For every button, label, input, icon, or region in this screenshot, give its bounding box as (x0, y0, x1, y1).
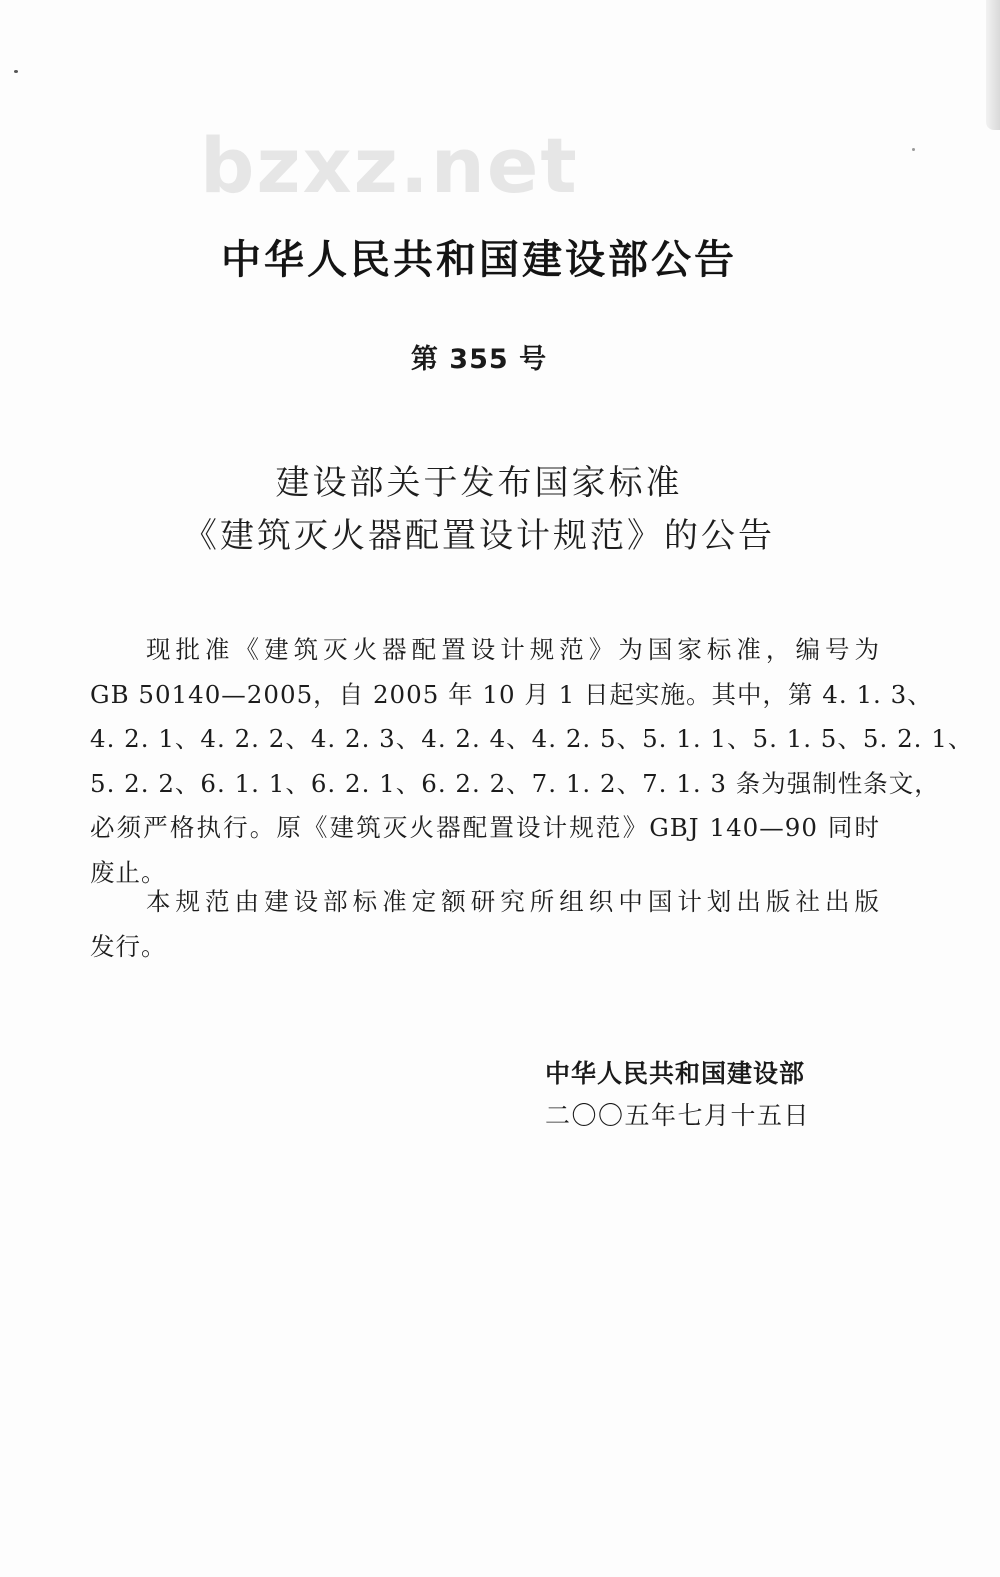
paragraph-line: 4. 2. 1、4. 2. 2、4. 2. 3、4. 2. 4、4. 2. 5、5. 1. 1、5. 1. 5、5. 2. 1、 (90, 724, 974, 753)
paragraph-line: 现批准《建筑灭火器配置设计规范》为国家标准，编号为 (146, 635, 880, 664)
announcement-paragraph (90, 628, 974, 895)
subtitle-line-1: 建设部关于发布国家标准 (275, 463, 683, 503)
signature-block (545, 1053, 810, 1137)
page-edge-shadow (986, 0, 1000, 130)
paragraph-line: 发行。 (90, 931, 167, 961)
paragraph-line: GB 50140—2005，自 2005 年 10 月 1 日起实施。其中，第 4. 1. 3、 (90, 679, 933, 709)
page-title: 中华人民共和国建设部公告 (221, 237, 737, 283)
scan-speck (14, 70, 18, 73)
publication-paragraph (90, 880, 880, 969)
issue-date: 二〇〇五年七月十五日 (545, 1101, 811, 1130)
paragraph-line: 本规范由建设部标准定额研究所组织中国计划出版社出版 (146, 887, 880, 916)
paragraph-line: 必须严格执行。原《建筑灭火器配置设计规范》GBJ 140—90 同时 (90, 813, 880, 842)
notice-number: 第 355 号 (410, 344, 548, 375)
scan-speck (912, 148, 915, 151)
paragraph-line: 5. 2. 2、6. 1. 1、6. 2. 1、6. 2. 2、7. 1. 2、7. 1. 3 条为强制性条文， (90, 768, 940, 798)
subtitle-line-2: 《建筑灭火器配置设计规范》的公告 (183, 516, 775, 556)
issuer-name: 中华人民共和国建设部 (545, 1059, 806, 1088)
watermark: bzxz.net (200, 121, 579, 210)
paragraph-line: 废止。 (90, 857, 167, 887)
